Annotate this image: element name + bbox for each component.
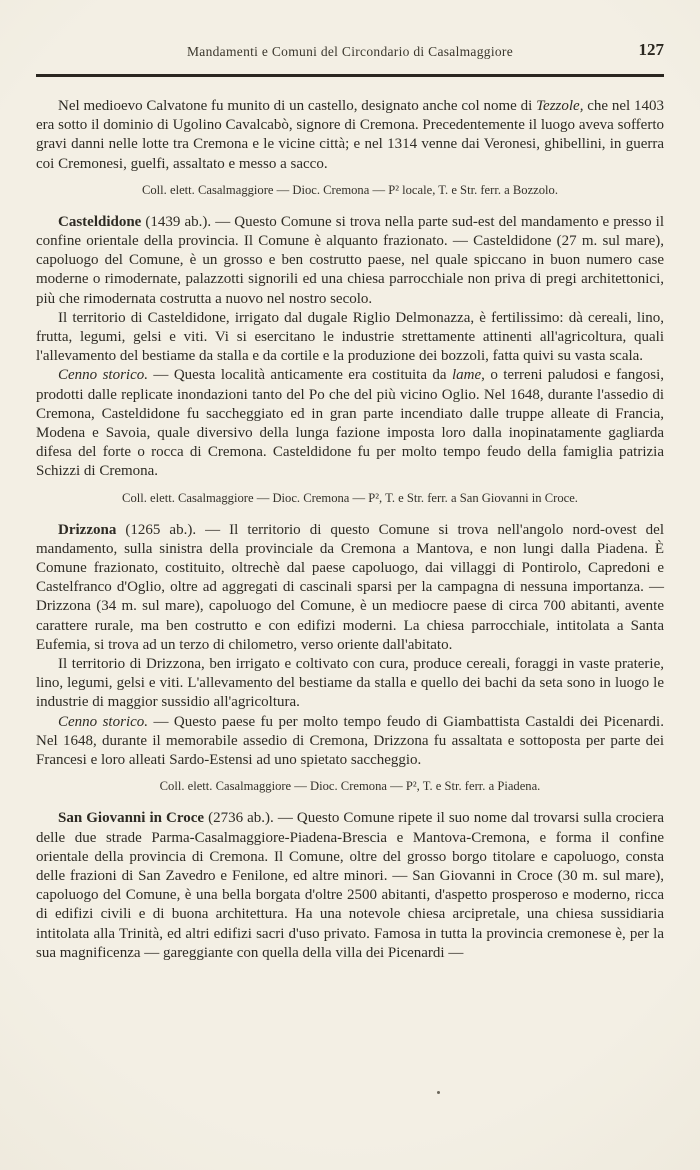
ink-speck [437, 1091, 440, 1094]
text-segment: Coll. elett. Casalmaggiore — Dioc. Cremona — P², T. e Str. ferr. a San Giovanni in Croce. [122, 490, 578, 505]
paragraph [36, 213, 664, 309]
paragraph [36, 713, 664, 771]
running-title: Mandamenti e Comuni del Circondario di Casalmaggiore [186, 44, 514, 59]
text-segment: che nel 1403 era sotto il dominio di Ugolino Cavalcabò, signore di Cremona. Precedentemente il luogo aveva sofferto gravi danni nelle lotte tra Cremona e le vicine città; e nel 1314 venne dai Veronesi, ghibellini, in guerra coi Cremonesi, guelfi, assaltato e messo a sacco. [36, 98, 665, 172]
text-segment: — Questa località anticamente era costituita da [148, 367, 452, 384]
text-segment: o terreni paludosi e fangosi, prodotti dalle replicate inondazioni tanto del Po che del più vicino Oglio. Nel 1648, durante l'assedio di Cremona, Casteldidone fu saccheggiato ed in gran parte incendiato dalle truppe alleate di Francia, Modena e Savoia, quale diversivo della lunga fazione imposta loro dalla inopinatamente gagliarda difesa del forte o rocca di Cremona. Casteldidone fu per molto tempo feudo della famiglia patrizia Schizzi di Cremona. [36, 367, 664, 480]
text-segment: Nel medioevo Calvatone fu munito di un castello, designato anche col nome di [58, 98, 537, 114]
page-body [36, 97, 664, 963]
paragraph [36, 97, 664, 174]
paragraph [36, 309, 664, 367]
text-segment: (2736 ab.). — Questo Comune ripete il suo nome dal trovarsi sulla crociera delle due strade Parma-Casalmaggiore-Piadena-Brescia e Mantova-Cremona, e forma il confine orientale della provincia di Cremona. Il Comune, oltre del grosso borgo titolare e capoluogo, consta delle frazioni di San Zavedro e Fenilone, ed altre minori. — San Giovanni in Croce (30 m. sul mare), capoluogo del Comune, è una bella borgata d'oltre 2500 abitanti, d'aspetto prosperoso e moderno, ricca di edifizi civili e di buona architettura. Ha una notevole chiesa arcipretale, una chiesa sussidiaria intitolata alla Trinità, ed altri edifizi sacri d'uso privato. Famosa in tutta la provincia cremonese è, per la sua magnificenza — gareggiante con quella della villa dei Picenardi — [36, 810, 664, 961]
paragraph [36, 521, 664, 655]
commune-name: San Giovanni in Croce [58, 810, 205, 827]
page-header [36, 40, 664, 66]
text-segment: (1439 ab.). — Questo Comune si trova nella parte sud-est del mandamento e presso il confine orientale della provincia. Il Comune è alquanto frazionato. — Casteldidone (27 m. sul mare), capoluogo del Comune, è un grosso e ben costrutto paese, nel quale spiccano in buon numero case moderne o rimodernate, palazzotti signorili ed una chiesa parrocchiale non priva di pregi architettonici, più che rimodernata costrutta a nuovo nel nostro secolo. [36, 213, 664, 307]
header-rule [36, 74, 664, 77]
text-segment: Il territorio di Drizzona, ben irrigato e coltivato con cura, produce cereali, foraggi in vaste praterie, lino, legumi, gelsi e viti. L'allevamento del bestiame da stalla e quello dei bachi da seta sono in luogo le industrie di maggior sussidio all'agricoltura. [36, 656, 664, 711]
page-number: 127 [638, 40, 664, 59]
text-segment: Cenno storico. [58, 367, 148, 384]
text-segment: — Questo paese fu per molto tempo feudo di Giambattista Castaldi dei Picenardi. Nel 1648, durante il memorabile assedio di Cremona, Drizzona fu assaltata e sottoposta per parte dei Francesi e loro alleati Sardo-Estensi ad uno spietato saccheggio. [36, 713, 664, 769]
text-segment: Cenno storico. [58, 713, 149, 730]
text-segment: lame, [451, 367, 485, 384]
text-segment: Il territorio di Casteldidone, irrigato dal dugale Riglio Delmonazza, è fertilissimo: dà cereali, lino, frutta, legumi, gelsi e viti. Vi si esercitano le industrie strettamente attinenti all'agricoltura, quali l'allevamento del bestiame da stalla e da cortile e la produzione dei bozzoli, fatta quivi su vasta scala. [36, 309, 664, 365]
text-segment: Coll. elett. Casalmaggiore — Dioc. Cremona — P², T. e Str. ferr. a Piadena. [159, 779, 541, 794]
commune-name: Drizzona [58, 521, 117, 538]
paragraph [36, 366, 664, 481]
text-segment: Coll. elett. Casalmaggiore — Dioc. Cremona — P² locale, T. e Str. ferr. a Bozzolo. [141, 182, 558, 197]
paragraph [36, 809, 664, 963]
text-segment: (1265 ab.). — Il territorio di questo Comune si trova nell'angolo nord-ovest del mandamento, sulla sinistra della provinciale da Cremona a Mantova, e non lungi dalla Piadena. È Comune frazionato, costituito, oltrechè dal paese capoluogo, dai villaggi di Pontirolo, Capredoni e Castelfranco d'Oglio, oltre ad aggregati di cascinali sparsi per la campagna di nessuna importanza. — Drizzona (34 m. sul mare), capoluogo del Comune, è un mediocre paese di circa 700 abitanti, avente carattere rurale, ma ben costrutto e con edifizi moderni. La chiesa parrocchiale, intitolata a Santa Eufemia, si trova ad un terzo di chilometro, verso oriente dall'abitato. [36, 521, 664, 653]
text-segment: Tezzole, [536, 98, 584, 114]
commune-name: Casteldidone [58, 213, 142, 230]
electoral-note [44, 491, 656, 506]
electoral-note [44, 183, 656, 198]
electoral-note [44, 779, 656, 794]
paragraph [36, 655, 664, 713]
